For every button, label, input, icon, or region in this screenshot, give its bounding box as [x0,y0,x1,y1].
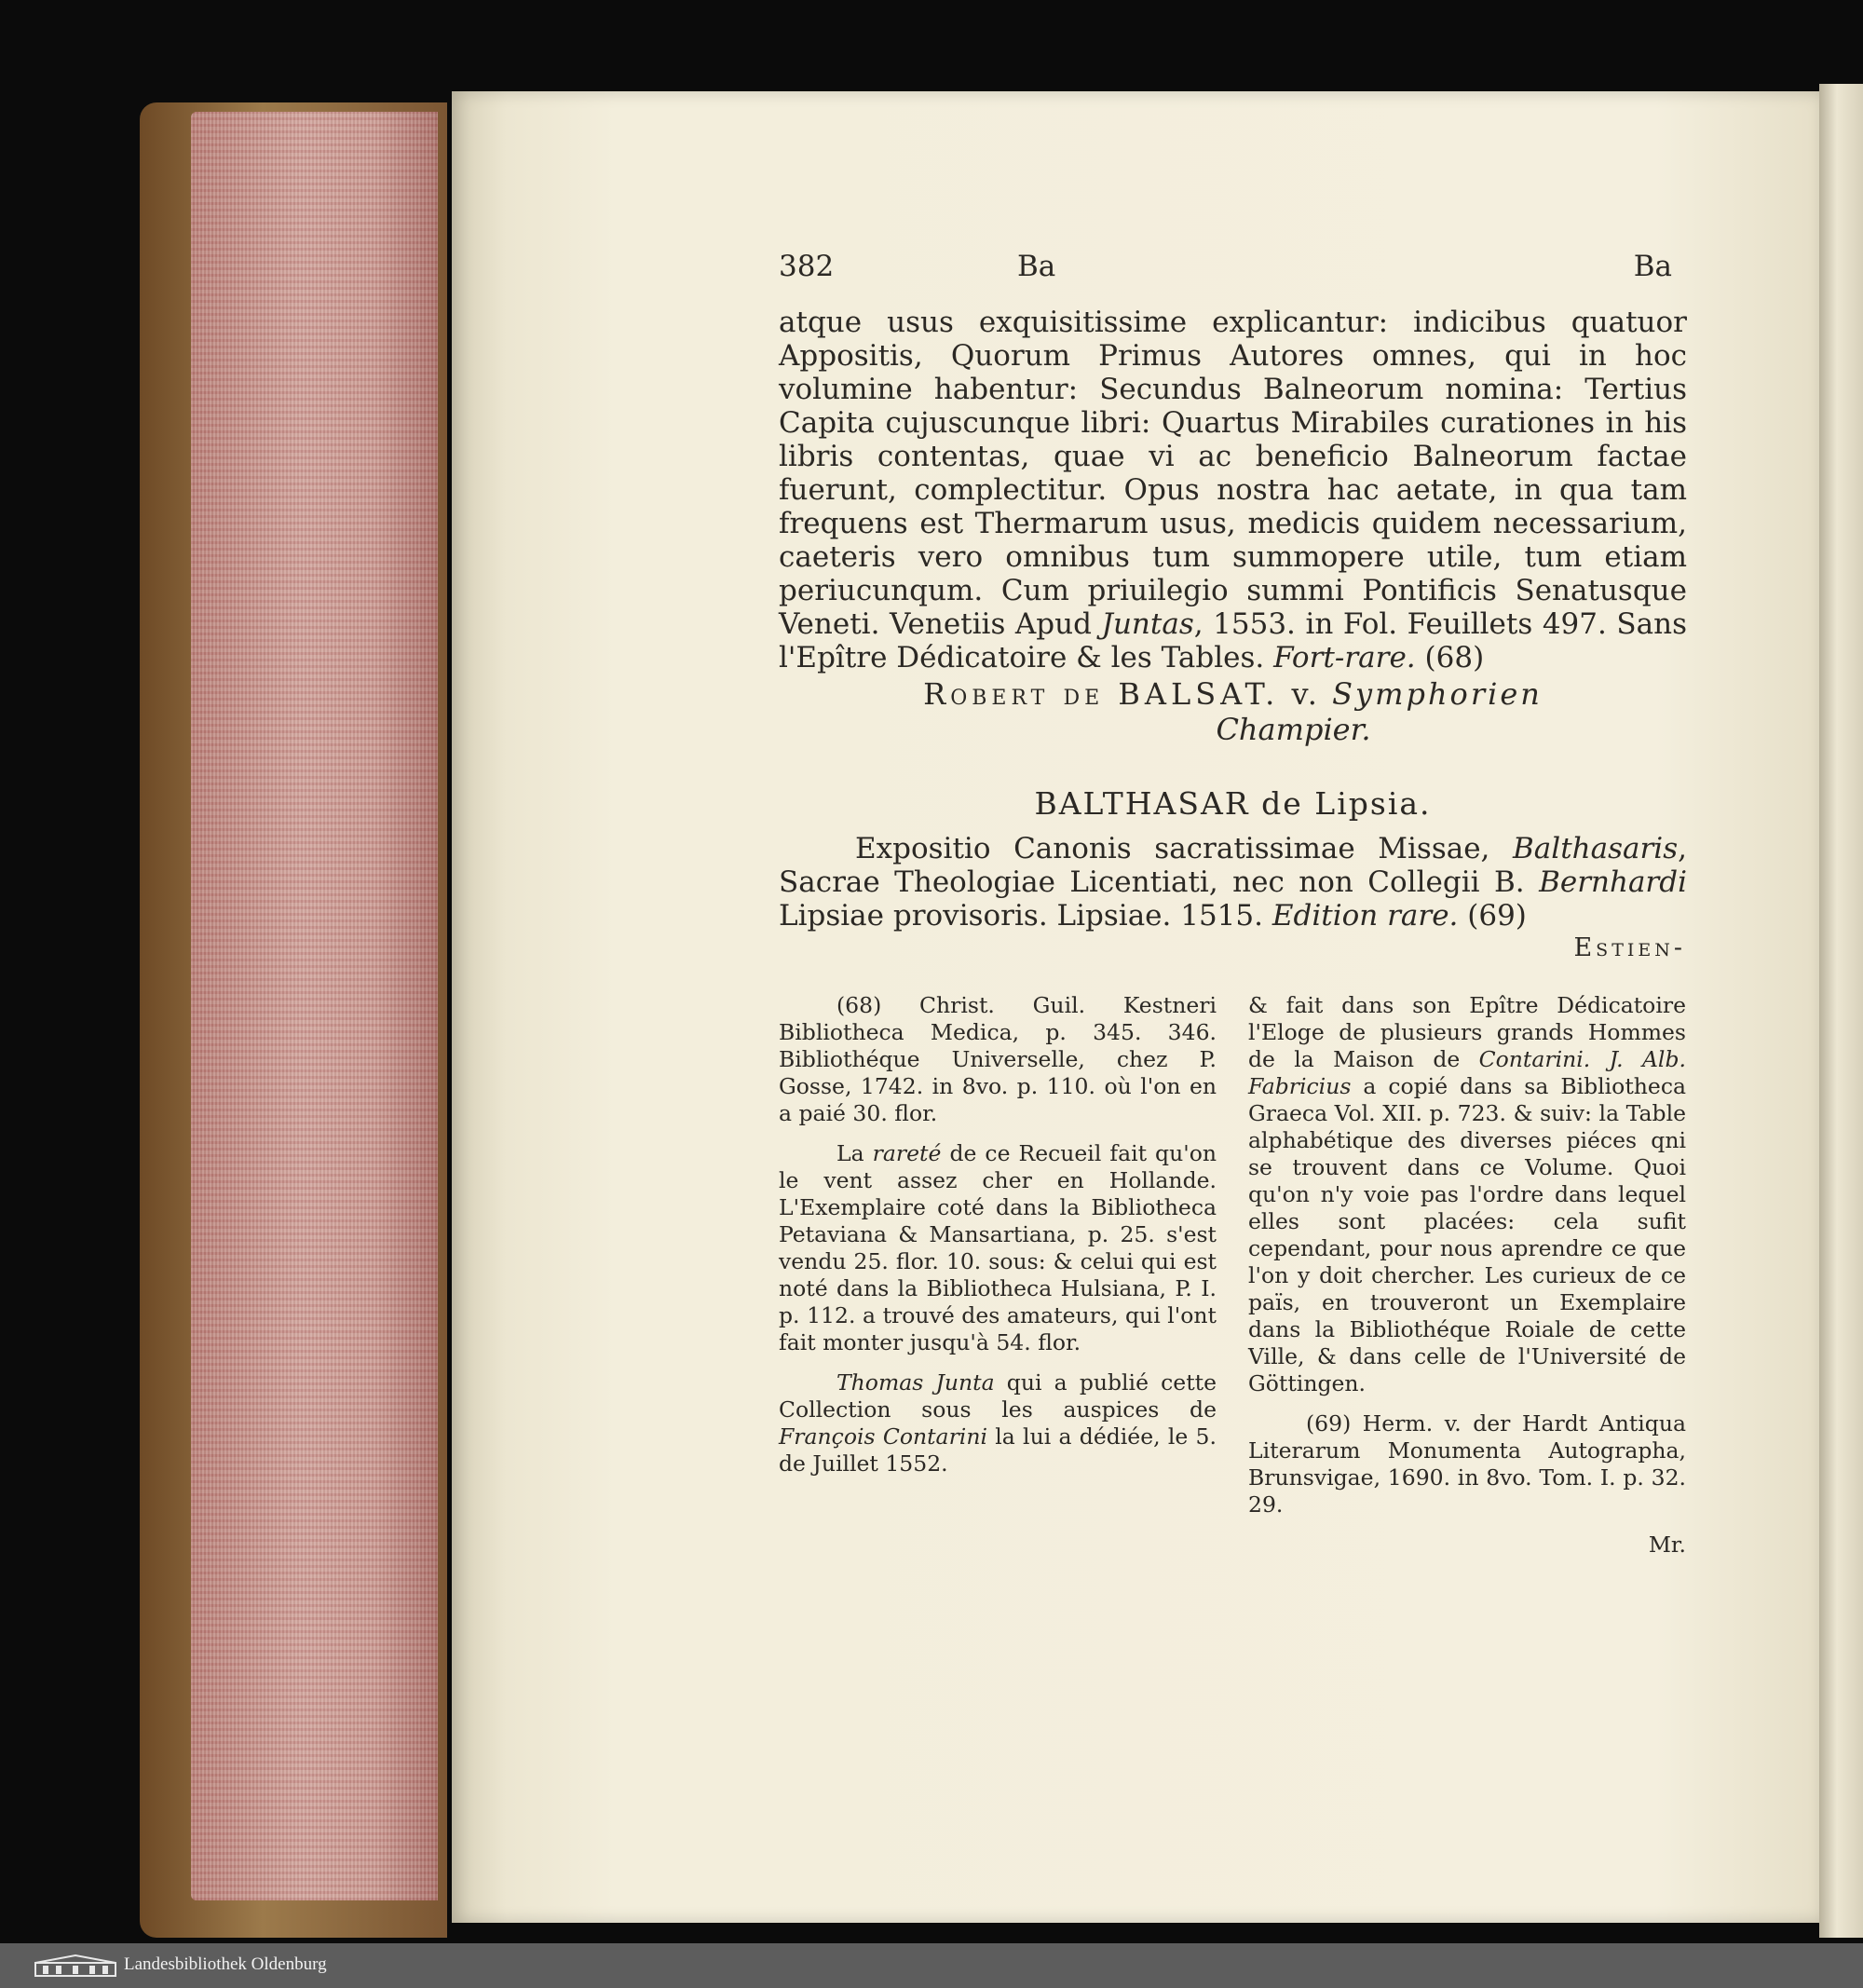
robert-ref-2: Champier. [1216,712,1371,747]
facing-page-edge [1819,84,1863,1938]
entry-heading-balthasar [779,785,1687,822]
footnote-68: (68) Christ. Guil. Kestneri Bibliotheca Medica, p. 345. 346. Bibliothéque Universelle, chez P. Gosse, 1742. in 8vo. p. 110. où l'on en a paié 30. flor. [779,992,1217,1126]
library-name: Landesbibliothek Oldenburg [124,1954,327,1974]
footnotes-left-column [779,992,1217,1491]
rarete-lead: La [836,1140,864,1166]
thomas-junta: Thomas Junta [836,1369,995,1396]
fabricius: J. Alb. Fabricius [1248,1046,1686,1099]
footnote-continued [1248,992,1686,1397]
expositio-balthasaris: Balthasaris [1513,832,1679,865]
robert-v: v. [1291,676,1320,712]
balthasar-rest: de Lipsia. [1261,785,1432,822]
main-note-ref: (68) [1424,641,1485,674]
footnote-69: (69) Herm. v. der Hardt Antiqua Literarum Monumenta Autographa, Brunsvigae, 1690. in 8vo. Tom. I. p. 32. 29. [1248,1410,1686,1518]
footnotes-right-column [1248,992,1686,1559]
expositio-b: , Sacrae Theologiae Licentiati, nec non Collegii B. [779,832,1687,899]
robert-ref-1: Symphorien [1332,676,1543,712]
library-footer [0,1943,1863,1988]
main-text-tail: , 1553. in Fol. Feuillets 497. Sans l'Epître Dédicatoire & les Tables. [779,607,1687,674]
continued-lead: & fait dans son Epître Dédicatoire l'Eloge de plusieurs grands Hommes de la Maison de [1248,992,1686,1072]
expositio-c: Lipsiae provisoris. Lipsiae. 1515. [779,899,1263,933]
page-catchword: Estien- [1573,933,1686,962]
balthasar-name: BALTHASAR [1034,785,1250,822]
footnote-rarete [779,1140,1217,1356]
page-number: 382 [779,250,835,283]
footnote-catchword: Mr. [1648,1532,1686,1558]
rarete-body: de ce Recueil fait qu'on le vent assez cher en Hollande. L'Exemplaire coté dans la Bibliotheca Petaviana & Mansartiana, p. 25. s'est vendu 25. flor. 10. sous: & celui qui est noté dans la Bibliotheca Hulsiana, P. I. p. 112. a trouvé des amateurs, qui l'ont fait monter jusqu'à 54. flor. [779,1140,1217,1355]
rarete-word: rareté [872,1140,942,1166]
expositio-rarity: Edition rare. [1271,899,1459,933]
library-building-icon [34,1954,117,1978]
main-text-body: atque usus exquisitissime explicantur: indicibus quatuor Appositis, Quorum Primus Autores omnes, qui in hoc volumine habentur: Secundus Balneorum nomina: Tertius Capita cujuscunque libri: Quartus Mirabiles curationes in his libris contentas, quae vi ac beneficio Balneorum factae fuerunt, complectitur. Opus nostra hac aetate, in qua tam frequens est Thermarum usus, medicis quidem necessarium, caeteris vero omnibus tum summopere utile, tum etiam periucunqum. Cum priuilegio summi Pontificis Senatusque Veneti. Venetiis Apud [779,306,1687,641]
entry-robert-de-balsat [779,676,1687,747]
entry-expositio [779,832,1687,933]
footnote-thomas-junta [779,1369,1217,1477]
robert-name: Robert de BALSAT. [923,676,1280,712]
francois-contarini: François Contarini [779,1423,987,1450]
main-entry-text [779,306,1687,674]
main-juntas: Juntas [1101,607,1194,641]
expositio-bernhardi: Bernhardi [1539,865,1687,899]
expositio-a: Expositio Canonis sacratissimae Missae, [855,832,1490,865]
running-header [779,250,1687,296]
junta-body: qui a publié cette Collection sous les auspices de [779,1369,1217,1423]
main-rarity: Fort-rare. [1273,641,1416,674]
header-catchword-left: Ba [1017,250,1056,283]
header-catchword-right: Ba [1633,250,1672,283]
continued-body: a copié dans sa Bibliotheca Graeca Vol. XII. p. 723. & suiv: la Table alphabétique des diverses piéces qni se trouvent dans ce Volume. Quoi qu'on n'y voie pas l'ordre dans lequel elles sont placées: cela sufit cependant, pour nous aprendre ce que l'on y doit chercher. Les curieux de ce païs, en trouveront un Exemplaire dans la Bibliothéque Roiale de cette Ville, & dans celle de l'Université de Göttingen. [1248,1073,1686,1396]
expositio-note-ref: (69) [1467,899,1527,933]
junta-tail: la lui a dédiée, le 5. de Juillet 1552. [779,1423,1217,1477]
page-fore-edge [191,112,438,1900]
contarini: Contarini. [1478,1046,1591,1072]
